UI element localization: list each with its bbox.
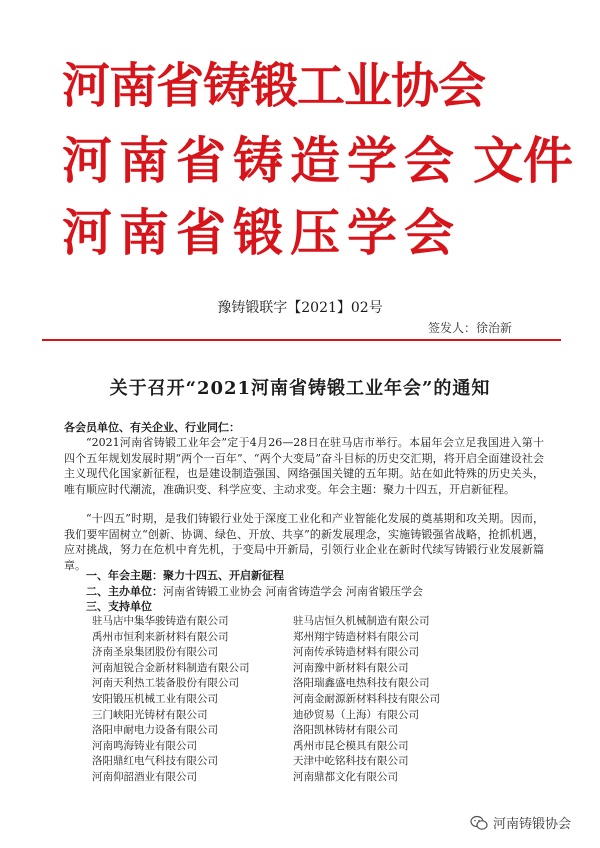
greeting: 各会员单位、有关企业、行业同仁： [64,421,240,434]
host-value: 河南省铸锻工业协会 河南省铸造学会 河南省锻压学会 [163,585,423,598]
paragraph-1: “2021河南省铸锻工业年会”定于4月26—28日在驻马店市举行。本届年会立足我国进入第十四个五年规划发展时期“两个一百年”、“两个大变局”奋斗目标的历史交汇期，将开启全面建设社会主义现代化国家新征程，也是建设制造强国、网络强国关键的五年期。站在如此特殊的历史关头，唯有顺应时代潮流，准确识变、科学应变、主动求变。年会主题：聚力十四五，开启新征程。 [64,436,544,496]
theme-value: 聚力十四五、开启新征程 [163,569,284,582]
org-title-line1: 河南省铸锻工业协会 [62,58,486,114]
org-title-line2-name: 河南省铸造学会 [62,132,461,190]
list-item: 禹州市昆仑模具有限公司 [293,739,409,752]
list-item: 河南仰韶酒业有限公司 [92,770,197,783]
list-item: 河南传承铸造材料有限公司 [293,646,419,659]
list-item: 天津中屹铭科技有限公司 [293,755,409,768]
paragraph-2: “十四五”时期，是我们铸锻行业处于深度工业化和产业智能化发展的奠基期和攻关期。因而，我们要牢固树立“创新、协调、绿色、开放、共享”的新发展理念，实施铸锻强省战略，抢抓机遇，应对挑战，努力在危机中育先机，于变局中开新局，引领行业企业在新时代续写铸锻行业发展新篇章。 [64,512,544,572]
list-item: 迪砂贸易（上海）有限公司 [293,708,419,721]
support-units-right [293,614,440,786]
list-item: 河南旭锐合金新材料制造有限公司 [92,661,250,674]
list-item: 河南鸣海铸业有限公司 [92,739,197,752]
list-item: 河南豫中新材料有限公司 [293,661,409,674]
notice-title: 关于召开“2021河南省铸锻工业年会”的通知 [109,378,491,399]
support-item [86,599,152,614]
theme-item [86,568,284,583]
list-item: 河南天利热工装备股份有限公司 [92,677,239,690]
list-item: 洛阳凯林铸材有限公司 [293,724,398,737]
list-item: 驻马店中集华骏铸造有限公司 [92,615,229,627]
wechat-watermark [470,813,571,832]
list-item: 安阳锻压机械工业有限公司 [92,692,218,705]
list-item: 洛阳申耐电力设备有限公司 [92,724,218,737]
list-item: 禹州市恒利来新材料有限公司 [92,630,229,643]
list-item: 郑州翔宇铸造材料有限公司 [293,630,419,643]
host-label: 二、主办单位： [86,585,163,598]
wechat-icon [470,815,488,831]
watermark-text: 河南铸锻协会 [493,817,572,832]
list-item: 洛阳瑞鑫盛电热科技有限公司 [293,677,430,690]
document-number: 豫铸锻联字【2021】02号 [217,300,383,316]
list-item: 河南鼎都文化有限公司 [293,770,398,783]
list-item: 三门峡阳光铸材有限公司 [92,708,208,721]
org-title-line3: 河南省锻压学会 [62,204,461,262]
theme-label: 一、年会主题： [86,569,163,582]
org-title-line2 [62,132,573,190]
list-item: 济南圣泉集团股份有限公司 [92,646,218,659]
red-divider [42,339,561,341]
list-item: 洛阳鼎红电气科技有限公司 [92,755,218,768]
list-item: 驻马店恒久机械制造有限公司 [293,615,430,627]
support-units-left [92,614,250,786]
host-item [86,584,423,599]
document-label: 文件 [473,132,573,190]
support-label: 三、支持单位 [86,600,152,613]
list-item: 河南金耐源新材料科技有限公司 [293,692,440,705]
signer: 签发人：徐治新 [428,321,513,335]
